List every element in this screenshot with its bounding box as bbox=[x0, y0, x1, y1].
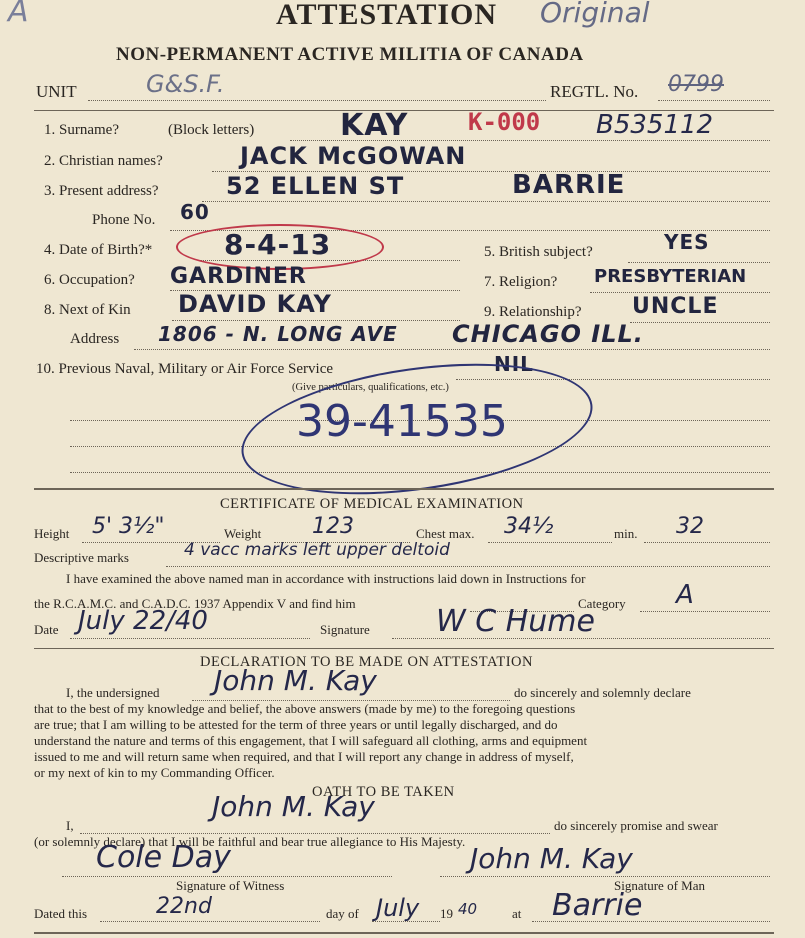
kin-address-city: CHICAGO ILL. bbox=[452, 320, 644, 348]
next-of-kin-label: 8. Next of Kin bbox=[44, 302, 131, 318]
medical-text-2: the R.C.A.M.C. and C.A.D.C. 1937 Appendix V and find him bbox=[34, 596, 356, 611]
height-label: Height bbox=[34, 526, 70, 541]
surname-stamp: K-000 bbox=[468, 108, 541, 136]
declaration-line-4: understand the nature and terms of this engagement, that I will safeguard all clothing, arms and equipment bbox=[34, 733, 588, 748]
kin-address-label: Address bbox=[70, 331, 120, 347]
dated-place: Barrie bbox=[552, 888, 643, 923]
declaration-line-6: or my next of kin to my Commanding Officer. bbox=[34, 765, 275, 780]
min-label: min. bbox=[614, 526, 638, 541]
dated-day: 22nd bbox=[156, 894, 212, 919]
address-label: 3. Present address? bbox=[44, 183, 159, 199]
corner-pencil-mark: A bbox=[8, 0, 29, 29]
address-city: BARRIE bbox=[512, 170, 626, 200]
declaration-heading: DECLARATION TO BE MADE ON ATTESTATION bbox=[200, 654, 533, 670]
witness-signature: Cole Day bbox=[96, 840, 231, 875]
at-label: at bbox=[512, 906, 522, 921]
man-signature: John M. Kay bbox=[470, 842, 633, 875]
descriptive-marks-label: Descriptive marks bbox=[34, 550, 129, 565]
christian-names-value: JACK McGOWAN bbox=[240, 142, 467, 170]
medical-text-1: I have examined the above named man in accordance with instructions laid down in Instructions for bbox=[66, 571, 586, 586]
medical-date-label: Date bbox=[34, 622, 59, 637]
declaration-line-5: issued to me and will return same when required, and that I will report any change in address of myself, bbox=[34, 749, 574, 764]
medical-signature-label: Signature bbox=[320, 622, 370, 637]
previous-service-value: NIL bbox=[494, 352, 534, 376]
previous-service-hint: (Give particulars, qualifications, etc.) bbox=[292, 382, 449, 393]
oath-heading: OATH TO BE TAKEN bbox=[312, 784, 455, 800]
category-value: A bbox=[676, 580, 694, 610]
height-value: 5' 3½" bbox=[92, 514, 165, 539]
dated-label: Dated this bbox=[34, 906, 88, 921]
declaration-line-2: that to the best of my knowledge and belief, the above answers (made by me) to the foregoing questions bbox=[34, 701, 576, 716]
religion-label: 7. Religion? bbox=[484, 274, 558, 290]
british-value: YES bbox=[664, 230, 710, 254]
day-of-label: day of bbox=[326, 906, 359, 921]
declaration-intro: I, the undersigned bbox=[66, 685, 160, 700]
form-subtitle: NON-PERMANENT ACTIVE MILITIA OF CANADA bbox=[116, 44, 584, 65]
oath-name: John M. Kay bbox=[212, 790, 375, 823]
religion-value: PRESBYTERIAN bbox=[594, 266, 747, 287]
original-annotation: Original bbox=[540, 0, 650, 29]
next-of-kin-value: DAVID KAY bbox=[178, 290, 332, 318]
british-label: 5. British subject? bbox=[484, 244, 593, 260]
address-value: 52 ELLEN ST bbox=[226, 172, 405, 200]
weight-value: 123 bbox=[312, 514, 354, 539]
relationship-value: UNCLE bbox=[632, 294, 719, 319]
medical-signature-value: W C Hume bbox=[436, 604, 595, 639]
medical-date-value: July 22/40 bbox=[78, 606, 208, 636]
surname-label: 1. Surname? bbox=[44, 122, 119, 138]
descriptive-marks-value: 4 vacc marks left upper deltoid bbox=[184, 540, 450, 560]
dob-value: 8-4-13 bbox=[224, 228, 332, 261]
regtl-label: REGTL. No. bbox=[550, 82, 639, 101]
weight-label: Weight bbox=[224, 526, 262, 541]
service-number: B535112 bbox=[596, 110, 714, 140]
surname-value: KAY bbox=[340, 108, 409, 143]
declaration-line1-end: do sincerely and solemnly declare bbox=[514, 685, 691, 700]
relationship-label: 9. Relationship? bbox=[484, 304, 582, 320]
regtl-value: 0799 bbox=[668, 72, 724, 97]
circled-service-number: 39-41535 bbox=[296, 396, 508, 447]
year-prefix: 19 bbox=[440, 906, 453, 921]
chest-value: 34½ bbox=[504, 514, 554, 539]
kin-address-value: 1806 - N. LONG AVE bbox=[158, 322, 398, 346]
occupation-value: GARDINER bbox=[170, 264, 307, 289]
category-label: Category bbox=[578, 596, 626, 611]
dob-label: 4. Date of Birth?* bbox=[44, 242, 153, 258]
min-value: 32 bbox=[676, 514, 704, 539]
declaration-line-3: are true; that I am willing to be attested for the term of three years or until legally discharged, and do bbox=[34, 717, 558, 732]
phone-label: Phone No. bbox=[92, 212, 156, 228]
unit-value: G&S.F. bbox=[146, 70, 225, 98]
oath-intro: I, bbox=[66, 818, 74, 833]
form-title: ATTESTATION bbox=[276, 0, 498, 31]
chest-label: Chest max. bbox=[416, 526, 475, 541]
previous-service-label: 10. Previous Naval, Military or Air Force Service bbox=[36, 361, 334, 377]
medical-heading: CERTIFICATE OF MEDICAL EXAMINATION bbox=[220, 496, 524, 512]
dated-year: 40 bbox=[458, 900, 478, 918]
declaration-name: John M. Kay bbox=[214, 664, 377, 697]
dated-month: July bbox=[376, 894, 420, 922]
oath-line-2: (or solemnly declare) that I will be faithful and bear true allegiance to His Majesty. bbox=[34, 834, 466, 849]
man-signature-label: Signature of Man bbox=[614, 878, 705, 893]
witness-signature-label: Signature of Witness bbox=[176, 878, 285, 893]
surname-hint: (Block letters) bbox=[168, 122, 255, 138]
unit-label: UNIT bbox=[36, 82, 77, 101]
phone-value: 60 bbox=[180, 200, 210, 224]
oath-line1-end: do sincerely promise and swear bbox=[554, 818, 718, 833]
christian-names-label: 2. Christian names? bbox=[44, 153, 163, 169]
occupation-label: 6. Occupation? bbox=[44, 272, 135, 288]
